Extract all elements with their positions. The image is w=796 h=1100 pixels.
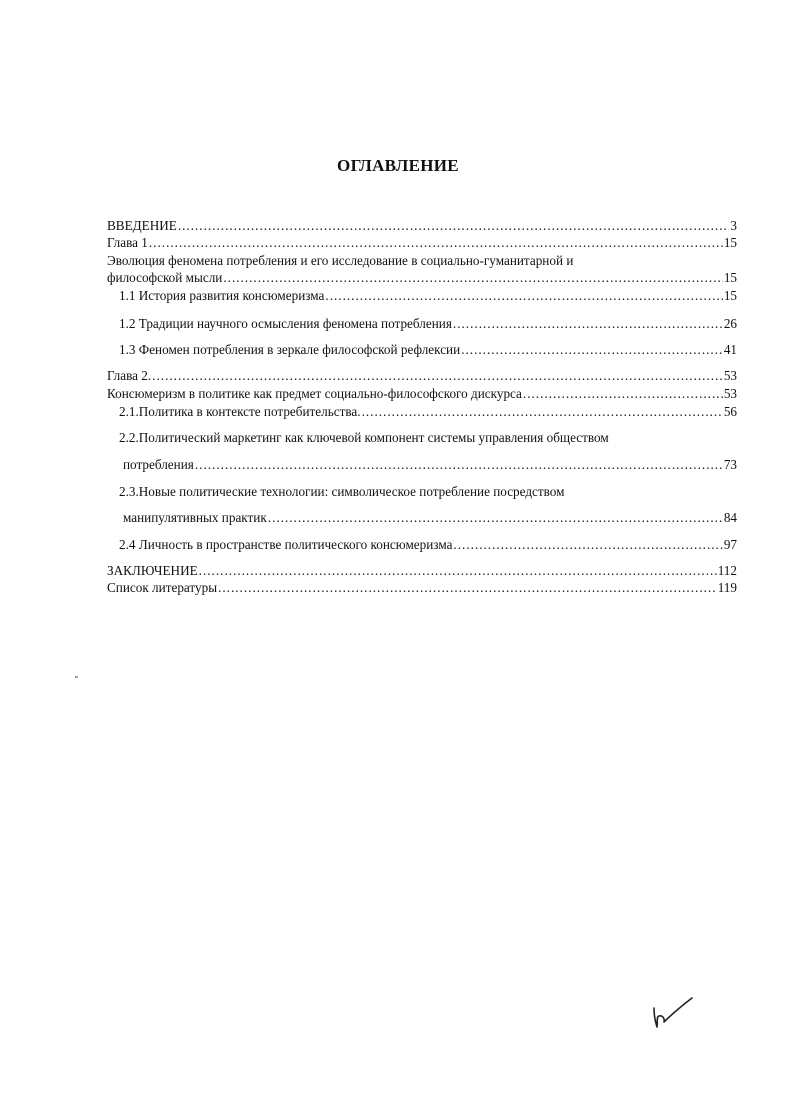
toc-entry-chapter-1-title[interactable] [107,270,737,286]
page-title: ОГЛАВЛЕНИЕ [337,156,459,175]
toc-entry-label: философской мысли [107,270,223,285]
toc-entry-page: 56 [723,404,737,419]
dot-leader [195,457,723,473]
toc-entry-label: Глава 2. [107,368,152,383]
dot-leader [461,342,723,358]
toc-entry-introduction[interactable] [107,218,737,234]
toc-entry-label: 2.4 Личность в пространстве политического консюмеризма [119,537,453,552]
handwritten-signature [648,994,696,1030]
dot-leader [178,218,730,234]
toc-entry-2-4[interactable] [119,537,737,553]
toc-entry-2-2-line1: 2.2.Политический маркетинг как ключевой компонент системы управления обществом [119,430,609,445]
toc-entry-page: 15 [723,270,737,285]
toc-entry-label: 1.2 Традиции научного осмысления феномена потребления [119,316,452,331]
toc-entry-page: 15 [723,288,737,303]
dot-leader [268,510,723,526]
toc-entry-label: ЗАКЛЮЧЕНИЕ [107,563,198,578]
toc-entry-2-3-line1: 2.3.Новые политические технологии: символическое потребление посредством [119,484,565,499]
dot-leader [325,288,722,304]
toc-entry-page: 26 [723,316,737,331]
toc-entry-label: Глава 1 [107,235,148,250]
toc-entry-page: 3 [730,218,737,233]
toc-entry-page: 15 [723,235,737,250]
toc-entry-2-1[interactable] [119,404,737,420]
toc-entry-page: 119 [717,580,737,595]
dot-leader [523,386,723,402]
dot-leader [199,563,717,579]
toc-entry-page: 53 [723,386,737,401]
dot-leader [218,580,717,596]
toc-entry-page: 97 [723,537,737,552]
toc-entry-1-2[interactable] [119,316,737,332]
toc-entry-label: потребления [123,457,194,472]
toc-entry-bibliography[interactable] [107,580,737,596]
dot-leader [223,270,722,286]
toc-entry-conclusion[interactable] [107,563,737,579]
toc-entry-1-3[interactable] [119,342,737,358]
toc-entry-page: 112 [717,563,737,578]
toc-entry-page: 53 [723,368,737,383]
scan-speck [75,676,78,678]
toc-entry-label: манипулятивных практик [123,510,267,525]
toc-entry-label: 2.1.Политика в контексте потребительства. [119,404,361,419]
toc-entry-page: 84 [723,510,737,525]
toc-entry-label: 1.3 Феномен потребления в зеркале философской рефлексии [119,342,461,357]
toc-entry-chapter-1-title-line1: Эволюция феномена потребления и его исследование в социально-гуманитарной и [107,253,574,268]
toc-entry-2-3[interactable] [123,510,737,526]
toc-entry-chapter-1[interactable] [107,235,737,251]
toc-entry-label: Список литературы [107,580,218,595]
toc-entry-page: 41 [723,342,737,357]
toc-entry-label: Консюмеризм в политике как предмет социально-философского дискурса [107,386,522,401]
toc-entry-page: 73 [723,457,737,472]
toc-entry-2-2[interactable] [123,457,737,473]
toc-entry-label: ВВЕДЕНИЕ [107,218,177,233]
dot-leader [362,404,723,420]
dot-leader [149,235,723,251]
dot-leader [453,537,722,553]
toc-entry-1-1[interactable] [119,288,737,304]
toc-entry-chapter-2-title[interactable] [107,386,737,402]
toc-entry-label: 1.1 История развития консюмеризма [119,288,325,303]
dot-leader [453,316,723,332]
dot-leader [152,368,723,384]
toc-entry-chapter-2[interactable] [107,368,737,384]
